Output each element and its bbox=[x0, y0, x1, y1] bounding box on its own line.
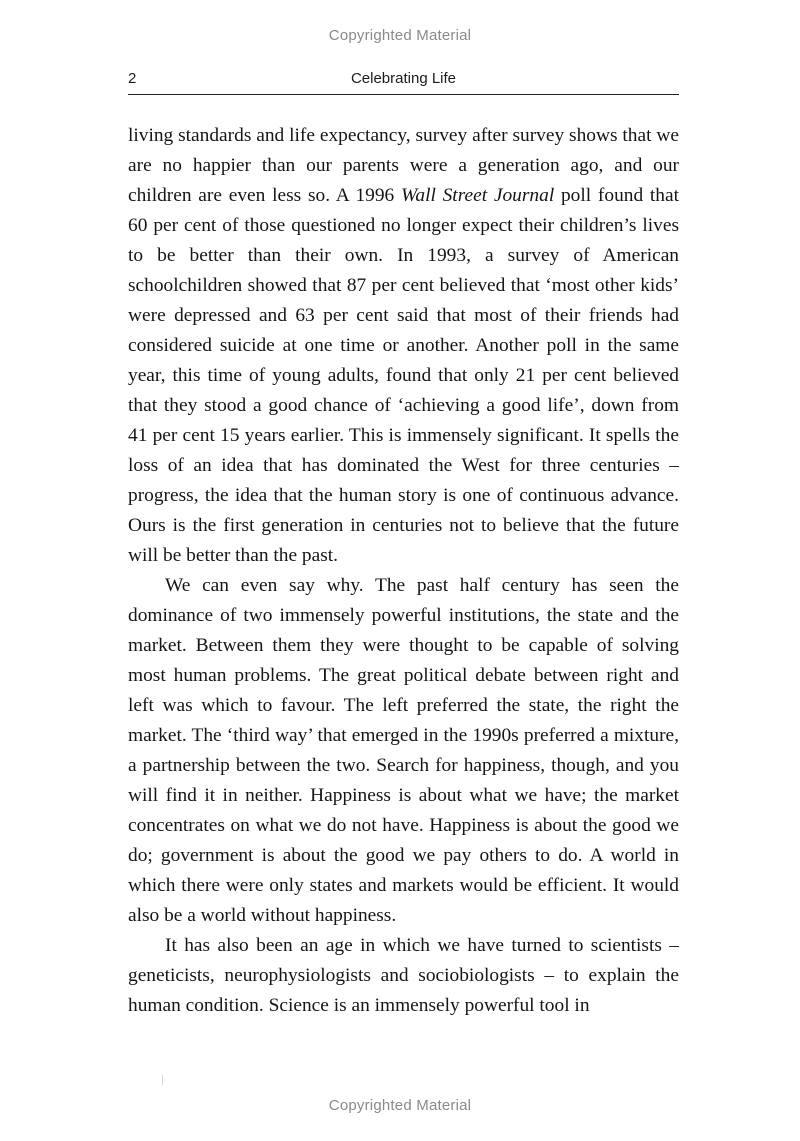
paragraph-1-text-b: poll found that 60 per cent of those questioned no longer expect their children’s lives to be better than their own. In 1993, a survey of American schoolchildren showed that 87 per cent believed that ‘most other kids’ were depressed and 63 per cent said that most of their friends had considered suicide at one time or another. Another poll in the same year, this time of young adults, found that only 21 per cent believed that they stood a good chance of ‘achieving a good life’, down from 41 per cent 15 years earlier. This is immensely significant. It spells the loss of an idea that has dominated the West for three centuries – progress, the idea that the human story is one of continuous advance. Ours is the first generation in centuries not to believe that the future will be better than the past. bbox=[128, 185, 679, 566]
paragraph-2-text: We can even say why. The past half century has seen the dominance of two immensely powerful institutions, the state and the market. Between them they were thought to be capable of solving most human problems. The great political debate between right and left was which to favour. The left preferred the state, the right the market. The ‘third way’ that emerged in the 1990s preferred a mixture, a partnership between the two. Search for happiness, though, and you will find it in neither. Happiness is about what we have; the market concentrates on what we do not have. Happiness is about the good we do; government is about the good we pay others to do. A world in which there were only states and markets would be efficient. It would also be a world without happiness. bbox=[128, 575, 679, 926]
newspaper-title: Wall Street Journal bbox=[401, 185, 555, 206]
running-title: Celebrating Life bbox=[350, 70, 457, 87]
copyright-watermark-bottom: Copyrighted Material bbox=[328, 1097, 472, 1114]
body-text bbox=[128, 121, 679, 1021]
paragraph-1-text-a: living standards and life expectancy, survey after survey shows that we are no happier than our parents were a generation ago, and our children are even less so. A 1996 bbox=[128, 125, 679, 206]
paragraph-2 bbox=[128, 571, 679, 931]
paragraph-1 bbox=[128, 121, 679, 571]
paragraph-3-text: It has also been an age in which we have turned to scientists – geneticists, neurophysiologists and sociobiologists – to explain the human condition. Science is an immensely powerful tool in bbox=[128, 935, 679, 1016]
running-header bbox=[128, 66, 679, 95]
paragraph-3 bbox=[128, 931, 679, 1021]
page-edge-mark bbox=[162, 1075, 163, 1085]
page-number: 2 bbox=[128, 70, 137, 87]
copyright-watermark-top: Copyrighted Material bbox=[328, 27, 472, 44]
